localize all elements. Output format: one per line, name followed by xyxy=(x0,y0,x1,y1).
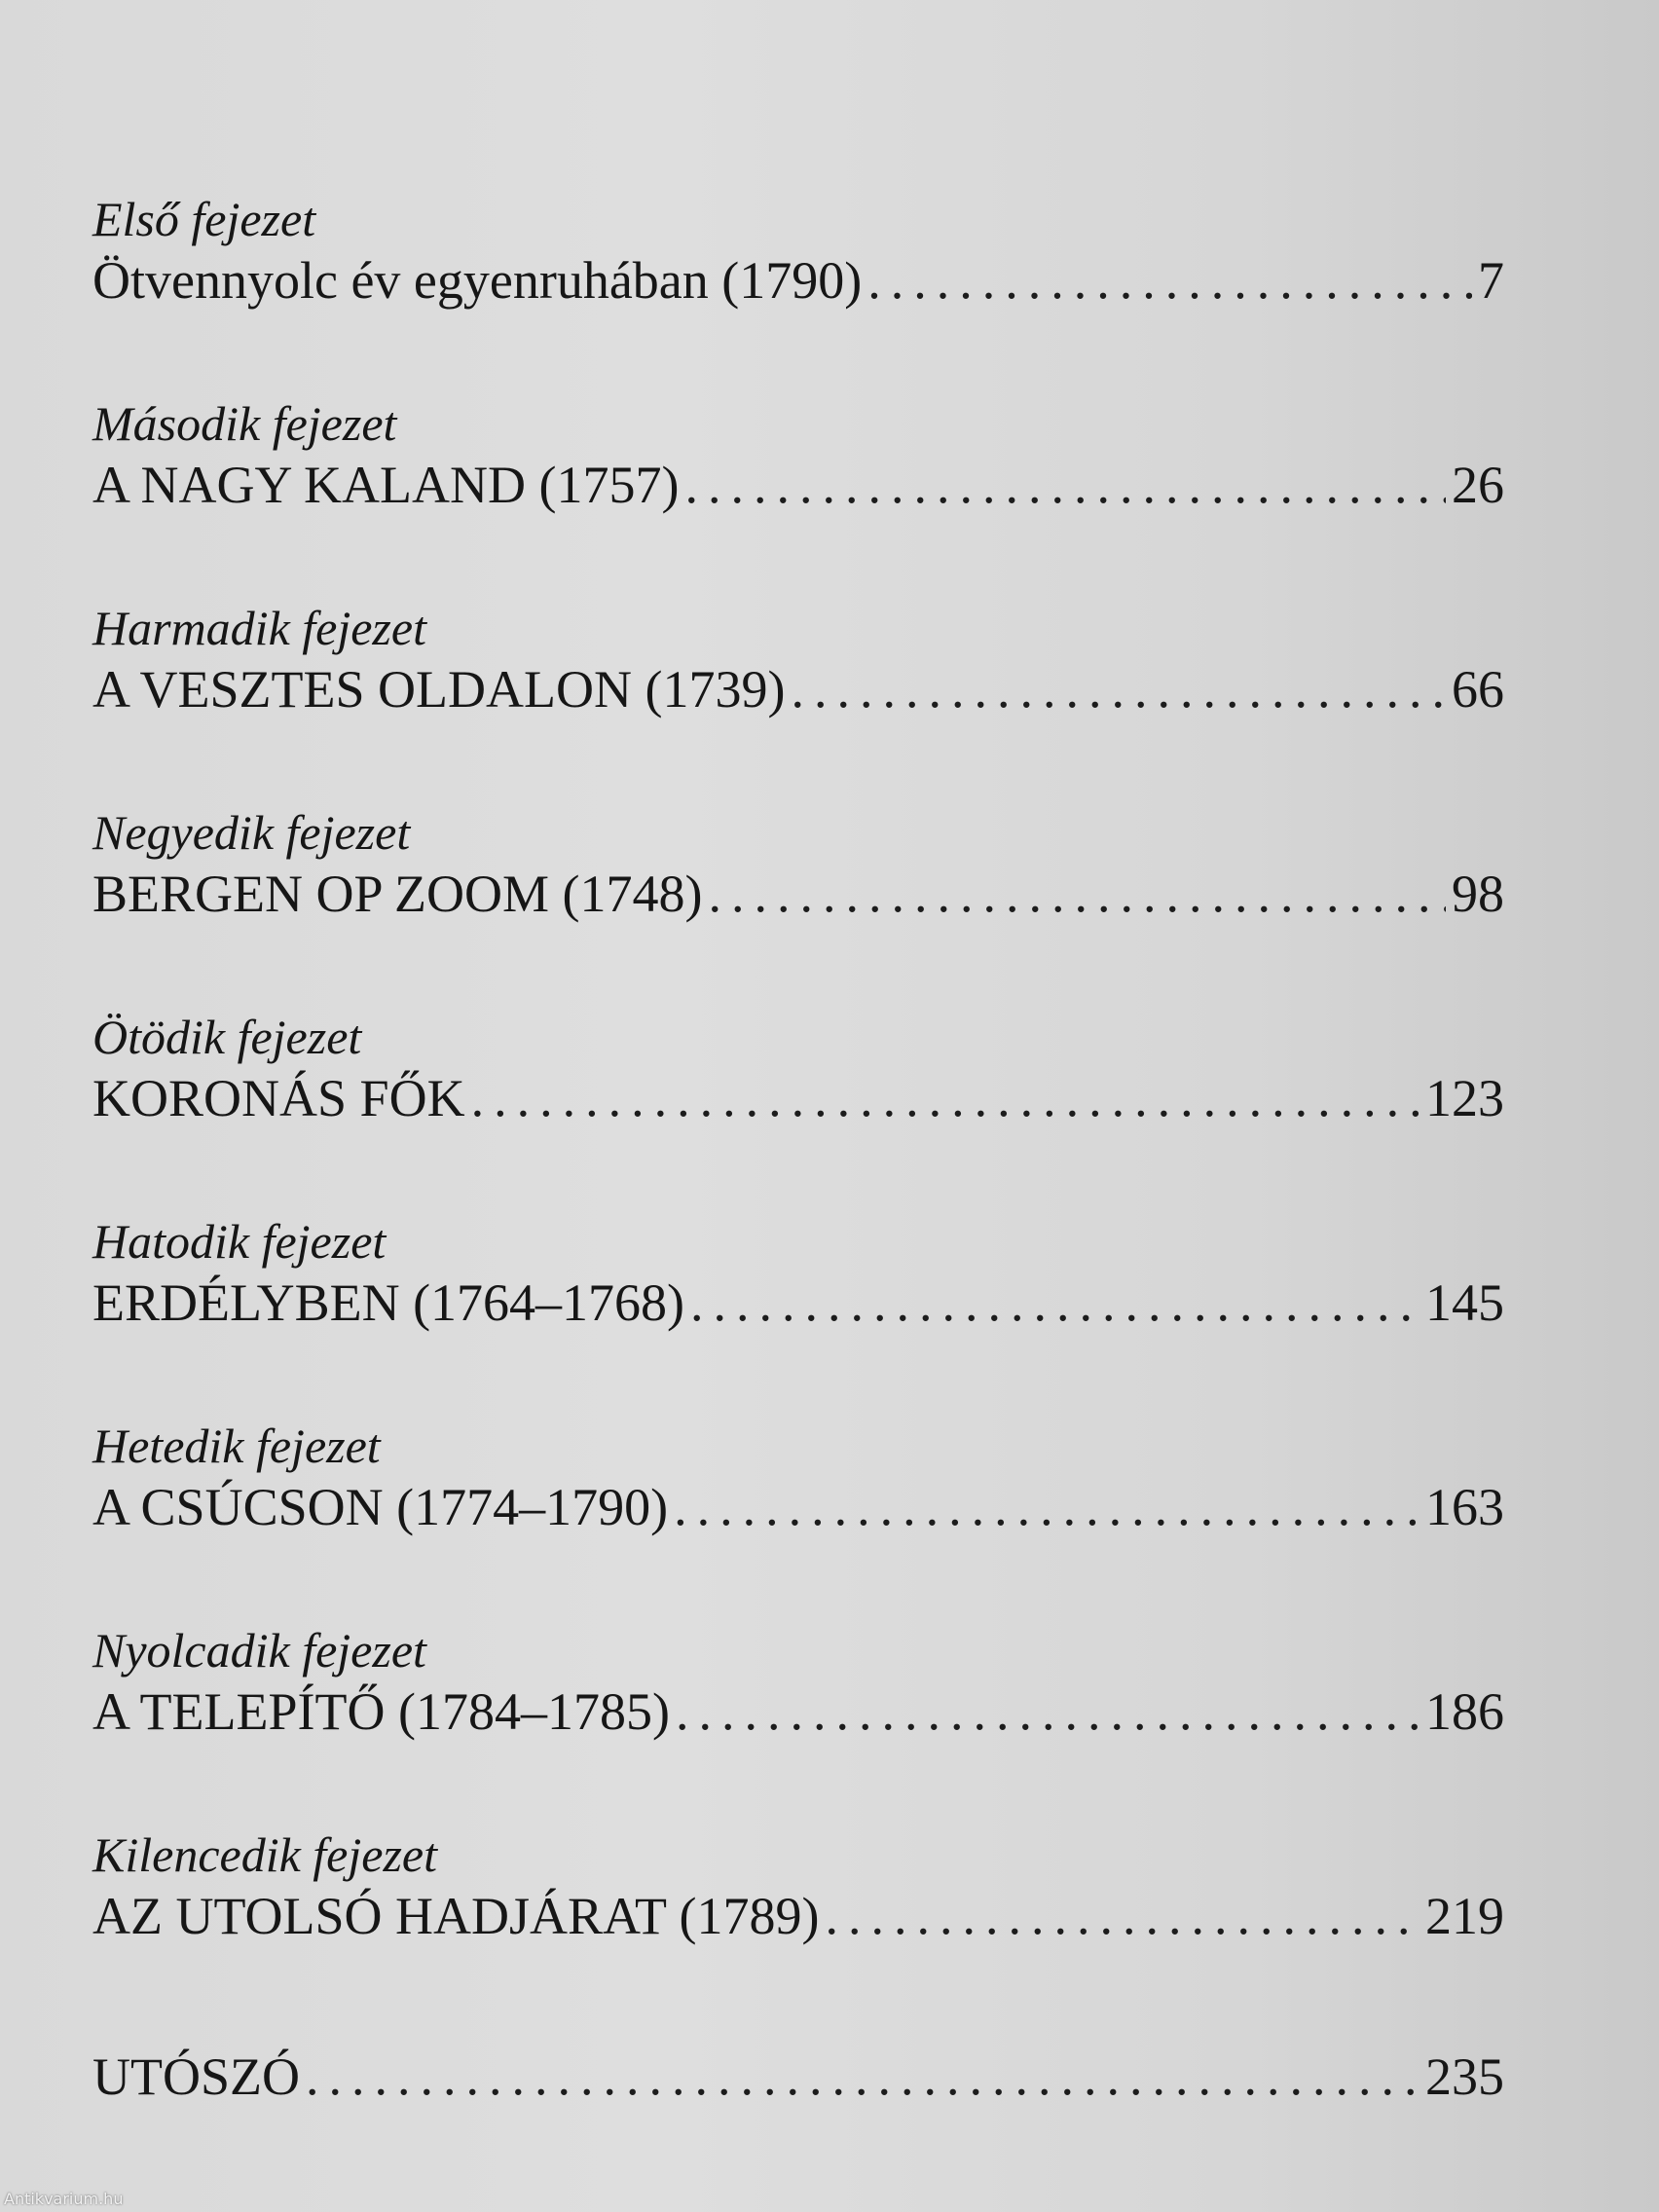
dot-leader xyxy=(867,248,1472,313)
toc-entry-8 xyxy=(92,1621,1504,1744)
chapter-title: BERGEN OP ZOOM (1748) xyxy=(92,865,703,923)
chapter-label: Nyolcadik fejezet xyxy=(92,1623,426,1677)
toc-entry-6 xyxy=(92,1212,1504,1335)
toc-line xyxy=(92,1271,1504,1335)
chapter-title: UTÓSZÓ xyxy=(92,2047,300,2106)
dot-leader xyxy=(791,657,1446,721)
chapter-title: KORONÁS FŐK xyxy=(92,1069,465,1127)
chapter-title: A VESZTES OLDALON (1739) xyxy=(92,660,786,719)
toc-line xyxy=(92,453,1504,517)
chapter-label: Ötödik fejezet xyxy=(92,1010,362,1064)
toc-line xyxy=(92,862,1504,926)
page-number: 98 xyxy=(1452,865,1504,923)
chapter-label: Első fejezet xyxy=(92,192,316,246)
page-number: 66 xyxy=(1452,660,1504,719)
page-number: 145 xyxy=(1425,1273,1504,1332)
toc-entry-9 xyxy=(92,1825,1504,1948)
chapter-label: Hatodik fejezet xyxy=(92,1214,387,1269)
chapter-title: Ötvennyolc év egyenruhában (1790) xyxy=(92,251,863,310)
chapter-label: Negyedik fejezet xyxy=(92,805,411,860)
toc-line xyxy=(92,1066,1504,1130)
dot-leader xyxy=(690,1271,1419,1335)
watermark: Antikvarium.hu xyxy=(4,2190,124,2208)
chapter-title: A NAGY KALAND (1757) xyxy=(92,456,680,514)
dot-leader xyxy=(471,1066,1419,1130)
dot-leader xyxy=(676,1679,1419,1744)
toc-line xyxy=(92,2045,1504,2109)
dot-leader xyxy=(826,1884,1419,1948)
toc-line xyxy=(92,248,1504,313)
page-number: 163 xyxy=(1425,1478,1504,1536)
toc-entry-2 xyxy=(92,394,1504,517)
toc-entry-3 xyxy=(92,599,1504,721)
toc-line xyxy=(92,1884,1504,1948)
page-number: 186 xyxy=(1425,1682,1504,1741)
chapter-label: Kilencedik fejezet xyxy=(92,1827,438,1882)
toc-entry-afterword xyxy=(92,2045,1504,2109)
toc-entry-5 xyxy=(92,1008,1504,1130)
toc-entry-7 xyxy=(92,1417,1504,1539)
dot-leader xyxy=(306,2045,1419,2109)
chapter-title: A TELEPÍTŐ (1784–1785) xyxy=(92,1682,670,1741)
page-number: 235 xyxy=(1425,2047,1504,2106)
dot-leader xyxy=(708,862,1446,926)
toc-entry-1 xyxy=(92,190,1504,313)
page-number: 7 xyxy=(1478,251,1504,310)
page-number: 219 xyxy=(1425,1887,1504,1945)
page-number: 123 xyxy=(1425,1069,1504,1127)
chapter-label: Második fejezet xyxy=(92,396,397,451)
chapter-title: ERDÉLYBEN (1764–1768) xyxy=(92,1273,685,1332)
toc-entry-4 xyxy=(92,803,1504,926)
toc-line xyxy=(92,1679,1504,1744)
chapter-label: Harmadik fejezet xyxy=(92,601,426,655)
chapter-label: Hetedik fejezet xyxy=(92,1419,381,1473)
dot-leader xyxy=(674,1475,1419,1539)
dot-leader xyxy=(684,453,1446,517)
toc-line xyxy=(92,657,1504,721)
toc-line xyxy=(92,1475,1504,1539)
chapter-title: A CSÚCSON (1774–1790) xyxy=(92,1478,669,1536)
page-number: 26 xyxy=(1452,456,1504,514)
chapter-title: AZ UTOLSÓ HADJÁRAT (1789) xyxy=(92,1887,820,1945)
